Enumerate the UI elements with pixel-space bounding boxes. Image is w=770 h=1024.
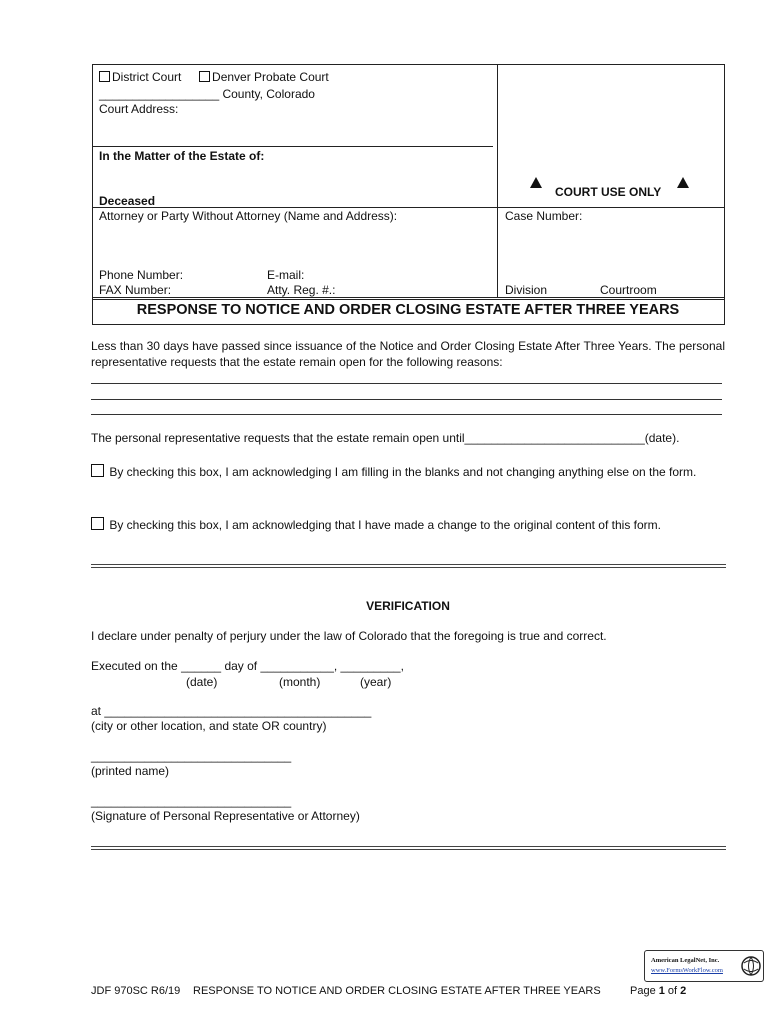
page-of: of — [664, 985, 681, 997]
fax-label: FAX Number: — [99, 283, 172, 297]
county-line[interactable]: __________________ County, Colorado — [99, 87, 315, 101]
year-sublabel: (year) — [360, 675, 392, 689]
section-divider-2 — [91, 846, 726, 850]
courtroom-label: Courtroom — [600, 283, 657, 297]
date-sublabel: (date) — [186, 675, 218, 689]
district-court-checkbox[interactable] — [99, 71, 110, 82]
signature-line[interactable]: ______________________________ — [91, 794, 292, 808]
caption-row-line — [93, 207, 724, 208]
printed-name-sublabel: (printed name) — [91, 764, 170, 778]
page-prefix: Page — [630, 985, 659, 997]
court-address-label: Court Address: — [99, 102, 179, 116]
executed-line[interactable]: Executed on the ______ day of ___________, _________, — [91, 659, 404, 673]
phone-label: Phone Number: — [99, 268, 184, 282]
up-triangle-right-icon — [677, 177, 689, 188]
matter-of-label: In the Matter of the Estate of: — [99, 149, 265, 163]
at-location-line[interactable]: at ________________________________________ — [91, 704, 372, 718]
matter-separator-line — [93, 146, 493, 147]
atty-reg-label: Atty. Reg. #.: — [267, 283, 336, 297]
checkbox1-row — [91, 462, 725, 483]
footer-form-id: JDF 970SC R6/19 — [91, 985, 181, 997]
signature-sublabel: (Signature of Personal Representative or Attorney) — [91, 809, 360, 823]
acknowledge-change-text: By checking this box, I am acknowledging that I have made a change to the original content of this form. — [109, 518, 661, 532]
acknowledge-no-change-text: By checking this box, I am acknowledging I am filling in the blanks and not changing anything else on the form. — [109, 465, 697, 479]
email-label: E-mail: — [267, 268, 305, 282]
globe-icon — [740, 954, 762, 978]
footer-form-title: RESPONSE TO NOTICE AND ORDER CLOSING ESTATE AFTER THREE YEARS — [193, 985, 601, 997]
court-selection-row — [99, 70, 329, 84]
section-divider-1 — [91, 564, 726, 568]
month-sublabel: (month) — [279, 675, 321, 689]
checkbox2-row — [91, 515, 731, 536]
reason-line-2[interactable] — [91, 399, 722, 400]
case-number-label: Case Number: — [505, 209, 583, 223]
reason-line-1[interactable] — [91, 383, 722, 384]
intro-paragraph: Less than 30 days have passed since issuance of the Notice and Order Closing Estate After Three Years. The personal representative requests that the estate remain open for the following reasons: — [91, 339, 725, 369]
location-sublabel: (city or other location, and state OR country) — [91, 719, 327, 733]
page-indicator — [630, 985, 686, 997]
page-total: 2 — [680, 985, 687, 997]
up-triangle-left-icon — [530, 177, 542, 188]
printed-name-line[interactable]: ______________________________ — [91, 749, 292, 763]
page-number: 1 — [658, 985, 665, 997]
caption-divider — [497, 64, 498, 298]
american-legalnet-logo — [644, 950, 764, 982]
district-court-label: District Court — [112, 70, 182, 84]
court-use-only-label: COURT USE ONLY — [555, 185, 662, 199]
form-title: RESPONSE TO NOTICE AND ORDER CLOSING ESTATE AFTER THREE YEARS — [136, 302, 680, 318]
division-label: Division — [505, 283, 548, 297]
deceased-label: Deceased — [99, 194, 156, 208]
denver-probate-checkbox[interactable] — [199, 71, 210, 82]
denver-probate-label: Denver Probate Court — [212, 70, 329, 84]
verification-heading: VERIFICATION — [366, 599, 450, 613]
reason-line-3[interactable] — [91, 414, 722, 415]
acknowledge-no-change-checkbox[interactable] — [91, 464, 104, 477]
declaration-text: I declare under penalty of perjury under the law of Colorado that the foregoing is true and correct. — [91, 629, 607, 643]
request-until-text: The personal representative requests that the estate remain open until___________________________(date). — [91, 431, 680, 445]
logo-company-name: American LegalNet, Inc. — [651, 957, 720, 964]
logo-url: www.FormsWorkFlow.com — [651, 967, 723, 974]
attorney-label: Attorney or Party Without Attorney (Name and Address): — [99, 209, 398, 223]
acknowledge-change-checkbox[interactable] — [91, 517, 104, 530]
